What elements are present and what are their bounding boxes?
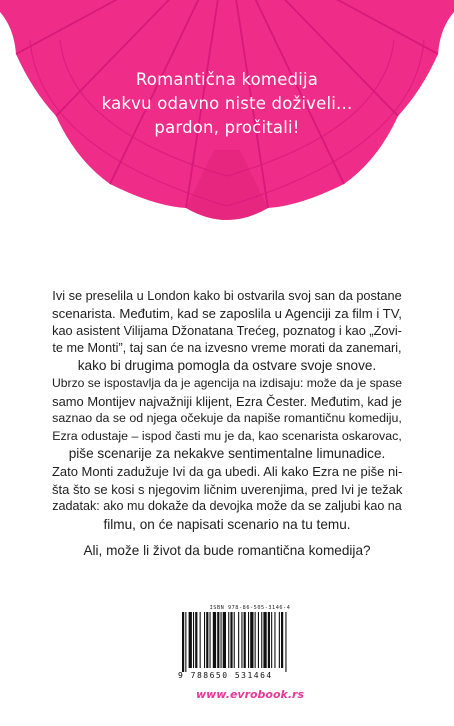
tagline-line: kakvu odavno niste doživeli... xyxy=(101,94,353,113)
barcode-bar xyxy=(250,612,253,668)
blurb-line: zadatak: ako mu dokaže da devojka može da se zaljubi kao na xyxy=(52,499,402,514)
barcode-bar xyxy=(271,612,272,668)
barcode-bar xyxy=(204,612,205,668)
barcode-bar xyxy=(244,612,246,668)
blurb-line: te me Monti”, taj san će na izvesno vreme morati da zanemari, xyxy=(52,340,402,355)
barcode-bar xyxy=(193,612,194,668)
blurb-line: filmu, on će napisati scenario na tu temu. xyxy=(103,516,351,532)
barcode-bar xyxy=(238,612,239,668)
blurb-line: samo Montijev najvažniji klijent, Ezra Čester. Međutim, kad je xyxy=(52,393,402,409)
tagline xyxy=(40,68,414,140)
barcode-bar xyxy=(221,612,222,668)
barcode-digits: 9 788650 531464 xyxy=(178,671,273,680)
publisher-website: www.evrobook.rs xyxy=(195,688,305,701)
book-blurb xyxy=(52,287,402,533)
tagline-line: pardon, pročitali! xyxy=(154,118,300,137)
barcode-bar xyxy=(200,612,201,668)
barcode-bar xyxy=(281,612,283,668)
barcode-bar xyxy=(258,612,259,668)
barcode-bar xyxy=(206,612,208,668)
blurb-line: piše scenarije za nekakve sentimentalne limunadice. xyxy=(68,446,386,462)
barcode-bar xyxy=(234,612,235,668)
blurb-line: Ivi se preselila u London kako bi ostvarila svoj san da postane xyxy=(52,288,402,303)
barcode-bar xyxy=(213,612,216,668)
barcode-bar xyxy=(189,612,192,668)
barcode-bar xyxy=(279,612,280,668)
barcode-bar xyxy=(195,612,197,668)
tagline-line: Romantična komedija xyxy=(135,70,319,89)
barcode-bar xyxy=(182,612,184,672)
isbn-label: ISBN 978-86-505-3146-4 xyxy=(209,605,291,611)
blurb-line: saznao da se od njega očekuje da napiše romantičnu komediju, xyxy=(52,411,402,426)
barcode-bar xyxy=(285,612,286,672)
barcode-bar xyxy=(217,612,219,668)
barcode-bar xyxy=(261,612,262,668)
barcode-bar xyxy=(230,612,232,668)
barcode-bar xyxy=(241,612,242,668)
blurb-line: scenarista. Međutim, kad se zaposlila u Agenciji za film i TV, xyxy=(52,305,402,321)
blurb-line: kao asistent Vilijama Džonatana Trećeg, poznatog i kao „Zovi- xyxy=(52,323,402,339)
barcode-bar xyxy=(185,612,186,672)
barcode-bar xyxy=(274,612,275,668)
blurb-line: Ezra odustaje – ispod časti mu je da, kao scenarista oskarovac, xyxy=(52,428,402,443)
blurb-line: Zato Monti zadužuje Ivi da ga ubedi. Ali kako Ezra ne piše ni- xyxy=(52,463,403,479)
blurb-line: Ubrzo se ispostavlja da je agencija na izdisaju: može da je spase xyxy=(52,375,403,390)
barcode-bar xyxy=(210,612,211,668)
blurb-line: šta što se kosi s njegovim ličnim uverenjima, pred Ivi je težak xyxy=(52,481,403,497)
closing-question: Ali, može li život da bude romantična komedija? xyxy=(83,543,371,558)
blurb-line: kako bi drugima pomogla da ostvare svoje snove. xyxy=(77,358,377,374)
barcode xyxy=(180,612,318,672)
barcode-bar xyxy=(248,612,249,668)
barcode-bar xyxy=(255,612,256,668)
barcode-bar xyxy=(223,612,226,668)
barcode-bar xyxy=(263,612,266,668)
barcode-bar xyxy=(228,612,229,668)
barcode-bar xyxy=(268,612,270,668)
